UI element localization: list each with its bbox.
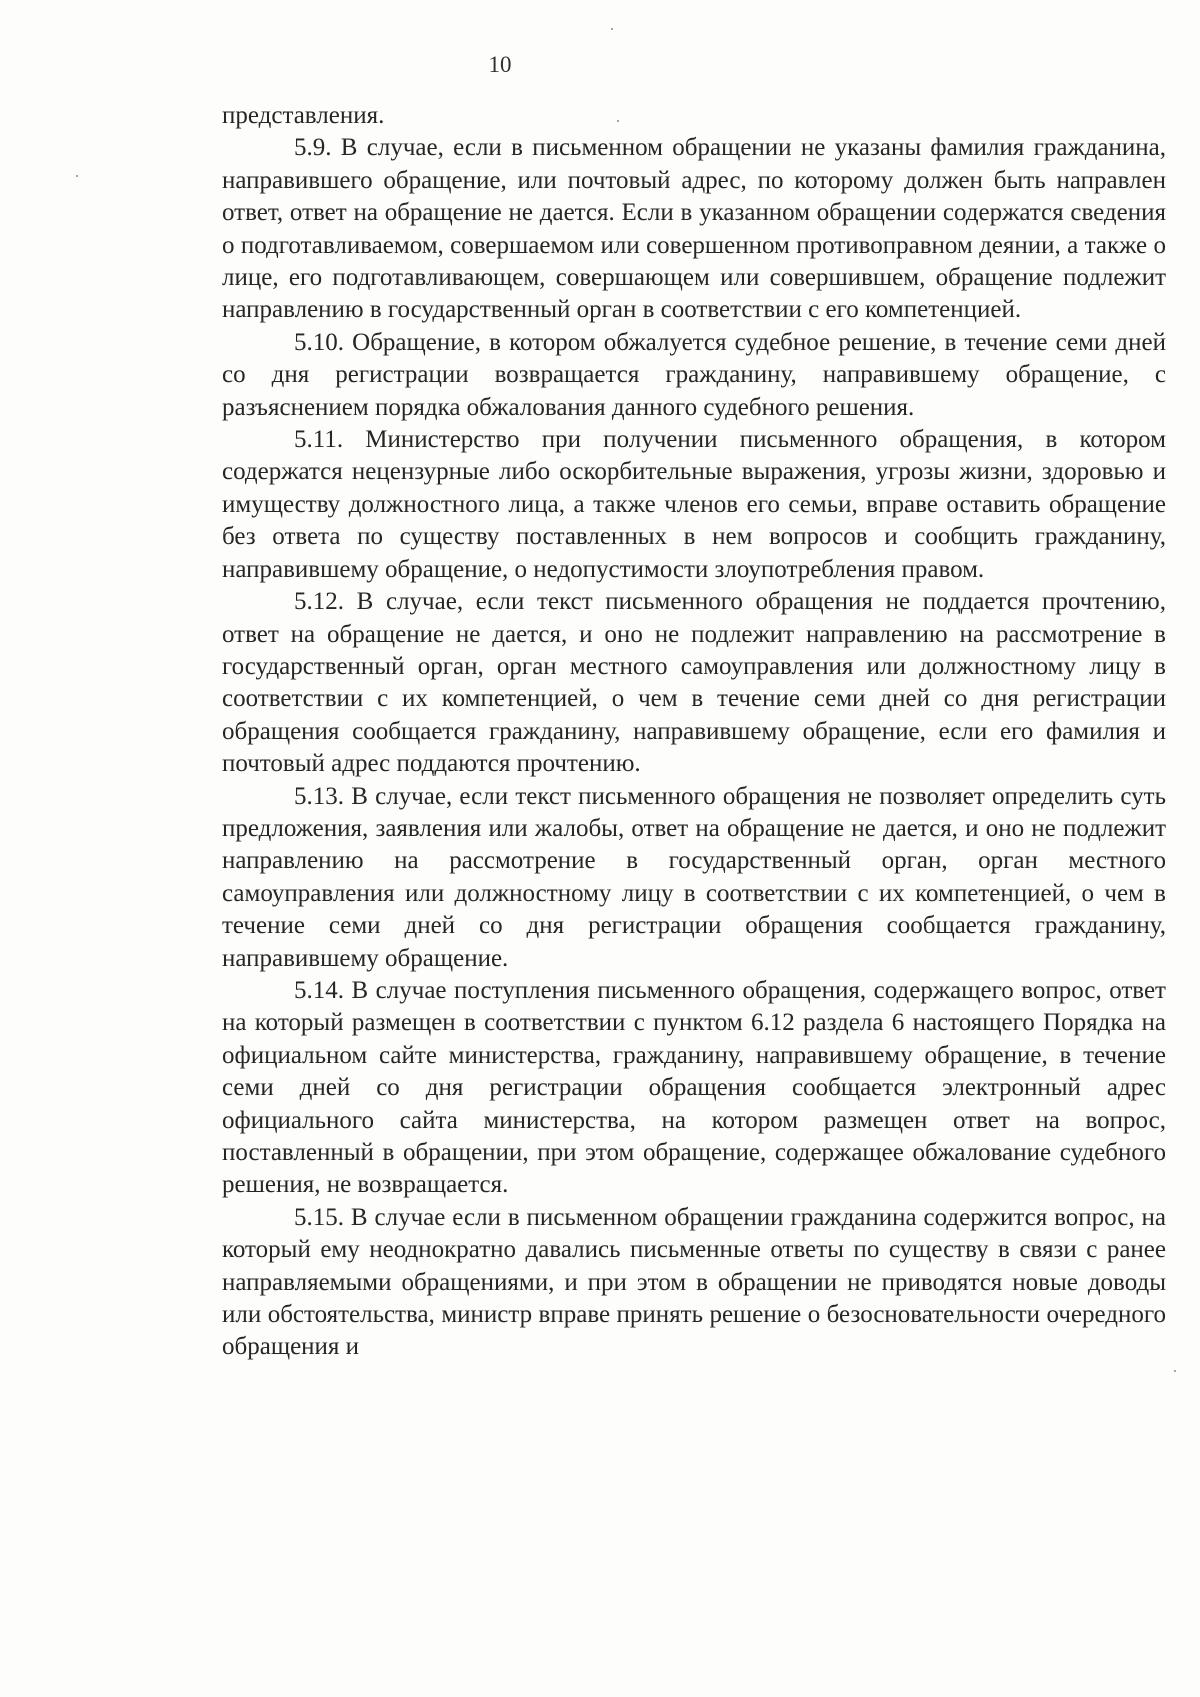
paragraph-5-11: 5.11. Министерство при получении письменного обращения, в котором содержатся нецензурные либо оскорбительные выражения, угрозы жизни, здоровью и имуществу должностного лица, а также членов его семьи, вправе оставить обращение без ответа по существу поставленных в нем вопросов и сообщить гражданину, направившему обращение, о недопустимости злоупотребления правом.: [222, 426, 1166, 583]
paragraph-5-12: 5.12. В случае, если текст письменного обращения не поддается прочтению, ответ на обращение не дается, и оно не подлежит направлению на рассмотрение в государственный орган, орган местного самоуправления или должностному лицу в соответствии с их компетенцией, о чем в течение семи дней со дня регистрации обращения сообщается гражданину, направившему обращение, если его фамилия и почтовый адрес поддаются прочтению.: [222, 588, 1166, 778]
page-number: 10: [488, 52, 512, 77]
paragraph-5-10: 5.10. Обращение, в котором обжалуется судебное решение, в течение семи дней со дня регистрации возвращается гражданину, направившему обращение, с разъяснением порядка обжалования данного судебного решения.: [222, 328, 1166, 421]
paragraph-5-15: 5.15. В случае если в письменном обращении гражданина содержится вопрос, на который ему неоднократно давались письменные ответы по существу в связи с ранее направляемыми обращениями, и при этом в обращении не приводятся новые доводы или обстоятельства, министр вправе принять решение о безосновательности очередного обращения и: [222, 1203, 1166, 1361]
scan-speck: [76, 175, 78, 177]
document-body: [222, 100, 1166, 1364]
scan-speck: [1174, 1370, 1176, 1372]
paragraph-5-9: 5.9. В случае, если в письменном обращении не указаны фамилия гражданина, направившего обращение, или почтовый адрес, по которому должен быть направлен ответ, ответ на обращение не дается. Если в указанном обращении содержатся сведения о подготавливаемом, совершаемом или совершенном противоправном деянии, а также о лице, его подготавливающем, совершающем или совершившем, обращение подлежит направлению в государственный орган в соответствии с его компетенцией.: [222, 134, 1166, 324]
paragraph-5-14: 5.14. В случае поступления письменного обращения, содержащего вопрос, ответ на который размещен в соответствии с пунктом 6.12 раздела 6 настоящего Порядка на официальном сайте министерства, гражданину, направившему обращение, в течение семи дней со дня регистрации обращения сообщается электронный адрес официального сайта министерства, на котором размещен ответ на вопрос, поставленный в обращении, при этом обращение, содержащее обжалование судебного решения, не возвращается.: [222, 976, 1166, 1199]
paragraph-5-13: 5.13. В случае, если текст письменного обращения не позволяет определить суть предложения, заявления или жалобы, ответ на обращение не дается, и оно не подлежит направлению на рассмотрение в государственный орган, орган местного самоуправления или должностному лицу в соответствии с их компетенцией, о чем в течение семи дней со дня регистрации обращения сообщается гражданину, направившему обращение.: [222, 782, 1166, 972]
scan-speck: [611, 28, 613, 30]
scan-speck: [617, 120, 619, 122]
paragraph-continuation: представления.: [222, 102, 385, 129]
